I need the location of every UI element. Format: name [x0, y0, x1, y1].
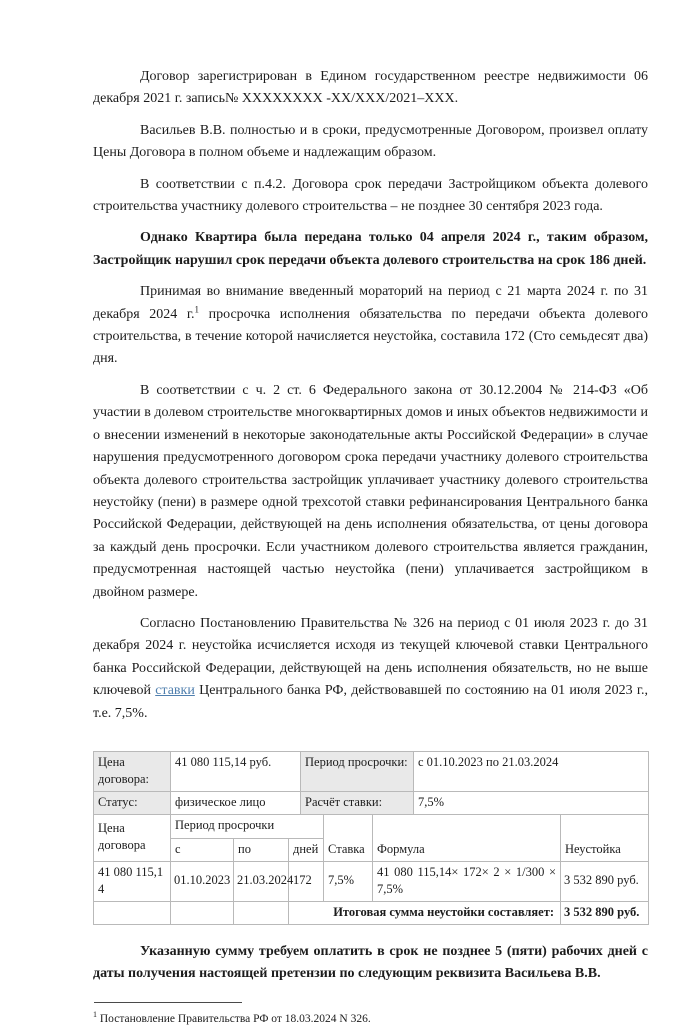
paragraph-demand-bold: Указанную сумму требуем оплатить в срок не позднее 5 (пяти) рабочих дней с даты получения настоящей претензии по следующим реквизита Васильева В.В.	[93, 943, 648, 982]
cell-price-value: 41 080 115,14 руб.	[171, 751, 301, 791]
footnote-text	[93, 1007, 648, 1027]
paragraph-law-214fz: В соответствии с ч. 2 ст. 6 Федерального закона от 30.12.2004 № 214-ФЗ «Об участии в долевом строительстве многоквартирных домов и иных объектов недвижимости и о внесении изменений в некоторые законодательные акты Российской Федерации» в случае нарушения предусмотренного договором срока передачи участнику долевого строительства объекта долевого строительства застройщик уплачивает участнику долевого строительства неустойку (пени) в размере одной трехсотой ставки рефинансирования Центрального банка Российской Федерации, действующей на день исполнения обязательства, от цены договора за каждый день просрочки. Если участником долевого строительства является гражданин, предусмотренная настоящей частью неустойка (пени) уплачивается застройщиком в двойном размере.	[93, 382, 648, 600]
header-penalty: Неустойка	[561, 814, 649, 861]
cell-data-price: 41 080 115,14	[94, 861, 171, 901]
paragraph-decree-326	[93, 613, 648, 725]
cell-total-empty-2	[171, 901, 234, 924]
cell-data-from: 01.10.2023	[171, 861, 234, 901]
info-row-price-period	[94, 751, 649, 791]
cell-data-rate: 7,5%	[324, 861, 373, 901]
cell-data-penalty: 3 532 890 руб.	[561, 861, 649, 901]
cell-total-label: Итоговая сумма неустойки составляет:	[289, 901, 561, 924]
header-days: дней	[289, 838, 324, 861]
moratorium-text-before: Принимая во внимание введенный мораторий на период с 21 марта 2024 г. по 31 декабря 2024 г.	[93, 284, 648, 322]
calc-header-row-1	[94, 814, 649, 838]
paragraph-breach-bold: Однако Квартира была передана только 04 апреля 2024 г., таким образом, Застройщик нарушил срок передачи объекта долевого строительства на срок 186 дней.	[93, 230, 648, 268]
paragraph-moratorium	[93, 281, 648, 371]
penalty-calculation-table	[93, 814, 649, 925]
cell-period-label: Период просрочки:	[301, 751, 414, 791]
key-rate-link[interactable]: ставки	[155, 683, 195, 699]
cell-total-empty-1	[94, 901, 171, 924]
cell-total-value: 3 532 890 руб.	[561, 901, 649, 924]
cell-data-days: 172	[289, 861, 324, 901]
cell-period-value: с 01.10.2023 по 21.03.2024	[414, 751, 649, 791]
paragraph-payment: Васильев В.В. полностью и в сроки, предусмотренные Договором, произвел оплату Цены Договора в полном объеме и надлежащим образом.	[93, 122, 648, 161]
cell-rate-label: Расчёт ставки:	[301, 791, 414, 814]
moratorium-text-after: просрочка исполнения обязательства по передачи объекта долевого строительства, в течение которой начисляется неустойка, составила 172 (Сто семьдесят два) дня.	[93, 306, 648, 367]
header-to: по	[234, 838, 289, 861]
cell-data-formula: 41 080 115,14× 172× 2 × 1/300 × 7,5%	[373, 861, 561, 901]
header-rate: Ставка	[324, 814, 373, 861]
cell-data-to: 21.03.2024	[234, 861, 289, 901]
header-delay-period: Период просрочки	[171, 814, 324, 838]
paragraph-deadline: В соответствии с п.4.2. Договора срок передачи Застройщиком объекта долевого строительства участнику долевого строительства – не позднее 30 сентября 2023 года.	[93, 176, 648, 215]
footnote-block	[93, 1002, 648, 1027]
decree-text-after-link: Центрального банка РФ, действовавшей по состоянию на 01 июля 2023 г., т.е. 7,5%.	[93, 683, 648, 721]
paragraph-registration: Договор зарегистрирован в Едином государственном реестре недвижимости 06 декабря 2021 г. запись№ XXXXXXXX -XX/XXX/2021–XXX.	[93, 69, 648, 107]
info-row-status-rate	[94, 791, 649, 814]
footnote-reference-mark: 1	[194, 304, 200, 314]
cell-price-label: Цена договора:	[94, 751, 171, 791]
footnote-separator-line	[94, 1002, 242, 1003]
cell-status-label: Статус:	[94, 791, 171, 814]
footnote-marker: 1	[93, 1009, 97, 1019]
calc-data-row	[94, 861, 649, 901]
header-from: с	[171, 838, 234, 861]
cell-status-value: физическое лицо	[171, 791, 301, 814]
cell-total-empty-3	[234, 901, 289, 924]
contract-info-table	[93, 751, 649, 815]
decree-text-before-link: Согласно Постановлению Правительства № 326 на период с 01 июля 2023 г. до 31 декабря 2024 г. неустойка исчисляется исходя из текущей ключевой ставки Центрального банка Российской Федерации, действующей на день исполнения обязательств, но не выше ключевой	[93, 615, 648, 699]
cell-rate-value: 7,5%	[414, 791, 649, 814]
footnote-body: Постановление Правительства РФ от 18.03.2024 N 326.	[97, 1012, 371, 1025]
calc-total-row	[94, 901, 649, 924]
header-contract-price: Цена договора	[94, 814, 171, 861]
header-formula: Формула	[373, 814, 561, 861]
